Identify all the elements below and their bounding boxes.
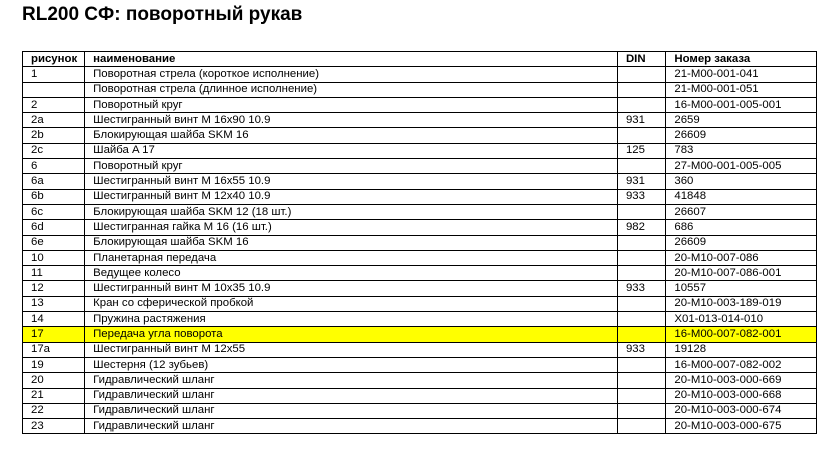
name-cell: Шестигранный винт M 12x55 <box>85 342 618 357</box>
order-number-cell: 21-M00-001-051 <box>666 82 817 97</box>
order-number-cell: 10557 <box>666 281 817 296</box>
din-cell <box>617 67 665 82</box>
table-row <box>23 97 817 112</box>
din-cell <box>617 97 665 112</box>
order-number-cell: 16-M00-007-082-001 <box>666 327 817 342</box>
column-header-name: наименование <box>85 52 618 67</box>
din-cell <box>617 373 665 388</box>
order-number-cell: 16-M00-001-005-001 <box>666 97 817 112</box>
figure-cell: 2b <box>23 128 85 143</box>
name-cell: Блокирующая шайба SKM 16 <box>85 235 618 250</box>
din-cell <box>617 128 665 143</box>
table-row <box>23 174 817 189</box>
table-row <box>23 67 817 82</box>
din-cell <box>617 204 665 219</box>
table-row <box>23 296 817 311</box>
order-number-cell: 16-M00-007-082-002 <box>666 357 817 372</box>
order-number-cell: 360 <box>666 174 817 189</box>
din-cell: 933 <box>617 281 665 296</box>
table-row <box>23 204 817 219</box>
table-row <box>23 235 817 250</box>
table-row <box>23 189 817 204</box>
order-number-cell: 2659 <box>666 113 817 128</box>
figure-cell: 21 <box>23 388 85 403</box>
din-cell <box>617 266 665 281</box>
name-cell: Поворотная стрела (короткое исполнение) <box>85 67 618 82</box>
din-cell <box>617 357 665 372</box>
din-cell <box>617 388 665 403</box>
figure-cell: 19 <box>23 357 85 372</box>
name-cell: Передача угла поворота <box>85 327 618 342</box>
name-cell: Блокирующая шайба SKM 12 (18 шт.) <box>85 204 618 219</box>
name-cell: Поворотная стрела (длинное исполнение) <box>85 82 618 97</box>
din-cell <box>617 419 665 434</box>
table-row <box>23 419 817 434</box>
figure-cell: 6 <box>23 159 85 174</box>
table-row <box>23 342 817 357</box>
din-cell <box>617 235 665 250</box>
name-cell: Шестерня (12 зубьев) <box>85 357 618 372</box>
order-number-cell: 19128 <box>666 342 817 357</box>
figure-cell: 2 <box>23 97 85 112</box>
figure-cell: 17a <box>23 342 85 357</box>
name-cell: Гидравлический шланг <box>85 419 618 434</box>
name-cell: Кран со сферической пробкой <box>85 296 618 311</box>
column-header-din: DIN <box>617 52 665 67</box>
order-number-cell: 26609 <box>666 128 817 143</box>
din-cell <box>617 296 665 311</box>
figure-cell: 14 <box>23 312 85 327</box>
order-number-cell: 783 <box>666 143 817 158</box>
din-cell: 982 <box>617 220 665 235</box>
name-cell: Шестигранный винт M 16x55 10.9 <box>85 174 618 189</box>
figure-cell: 20 <box>23 373 85 388</box>
order-number-cell: 686 <box>666 220 817 235</box>
table-header-row <box>23 52 817 67</box>
name-cell: Гидравлический шланг <box>85 403 618 418</box>
table-row <box>23 388 817 403</box>
figure-cell: 6b <box>23 189 85 204</box>
order-number-cell: 26609 <box>666 235 817 250</box>
order-number-cell: 20-M10-003-000-669 <box>666 373 817 388</box>
name-cell: Планетарная передача <box>85 250 618 265</box>
order-number-cell: 20-M10-003-000-674 <box>666 403 817 418</box>
figure-cell: 17 <box>23 327 85 342</box>
table-row <box>23 82 817 97</box>
name-cell: Пружина растяжения <box>85 312 618 327</box>
din-cell <box>617 159 665 174</box>
table-row <box>23 159 817 174</box>
order-number-cell: 21-M00-001-041 <box>666 67 817 82</box>
din-cell: 931 <box>617 174 665 189</box>
figure-cell: 23 <box>23 419 85 434</box>
name-cell: Блокирующая шайба SKM 16 <box>85 128 618 143</box>
name-cell: Шайба A 17 <box>85 143 618 158</box>
figure-cell: 13 <box>23 296 85 311</box>
parts-table <box>22 51 817 434</box>
table-row <box>23 113 817 128</box>
figure-cell: 22 <box>23 403 85 418</box>
figure-cell: 6d <box>23 220 85 235</box>
table-row <box>23 312 817 327</box>
table-row <box>23 266 817 281</box>
din-cell: 933 <box>617 189 665 204</box>
din-cell <box>617 82 665 97</box>
table-row <box>23 281 817 296</box>
table-row <box>23 250 817 265</box>
din-cell <box>617 403 665 418</box>
order-number-cell: X01-013-014-010 <box>666 312 817 327</box>
table-row <box>23 143 817 158</box>
table-row <box>23 220 817 235</box>
order-number-cell: 26607 <box>666 204 817 219</box>
order-number-cell: 20-M10-007-086 <box>666 250 817 265</box>
figure-cell: 2a <box>23 113 85 128</box>
name-cell: Ведущее колесо <box>85 266 618 281</box>
order-number-cell: 20-M10-003-189-019 <box>666 296 817 311</box>
figure-cell: 12 <box>23 281 85 296</box>
table-row <box>23 403 817 418</box>
din-cell <box>617 327 665 342</box>
name-cell: Шестигранный винт M 10x35 10.9 <box>85 281 618 296</box>
name-cell: Поворотный круг <box>85 97 618 112</box>
order-number-cell: 20-M10-003-000-675 <box>666 419 817 434</box>
figure-cell: 6e <box>23 235 85 250</box>
name-cell: Гидравлический шланг <box>85 373 618 388</box>
name-cell: Поворотный круг <box>85 159 618 174</box>
name-cell: Шестигранная гайка M 16 (16 шт.) <box>85 220 618 235</box>
din-cell: 125 <box>617 143 665 158</box>
order-number-cell: 27-M00-001-005-005 <box>666 159 817 174</box>
page-title: RL200 СФ: поворотный рукав <box>22 4 303 25</box>
table-row <box>23 128 817 143</box>
figure-cell <box>23 82 85 97</box>
din-cell: 931 <box>617 113 665 128</box>
figure-cell: 10 <box>23 250 85 265</box>
figure-cell: 6c <box>23 204 85 219</box>
din-cell <box>617 312 665 327</box>
column-header-figure: рисунок <box>23 52 85 67</box>
column-header-order-number: Номер заказа <box>666 52 817 67</box>
figure-cell: 2c <box>23 143 85 158</box>
table-row-highlighted <box>23 327 817 342</box>
order-number-cell: 41848 <box>666 189 817 204</box>
figure-cell: 6a <box>23 174 85 189</box>
order-number-cell: 20-M10-003-000-668 <box>666 388 817 403</box>
din-cell: 933 <box>617 342 665 357</box>
name-cell: Гидравлический шланг <box>85 388 618 403</box>
figure-cell: 1 <box>23 67 85 82</box>
name-cell: Шестигранный винт M 12x40 10.9 <box>85 189 618 204</box>
order-number-cell: 20-M10-007-086-001 <box>666 266 817 281</box>
table-body <box>23 67 817 434</box>
table-row <box>23 357 817 372</box>
table-row <box>23 373 817 388</box>
figure-cell: 11 <box>23 266 85 281</box>
name-cell: Шестигранный винт M 16x90 10.9 <box>85 113 618 128</box>
din-cell <box>617 250 665 265</box>
